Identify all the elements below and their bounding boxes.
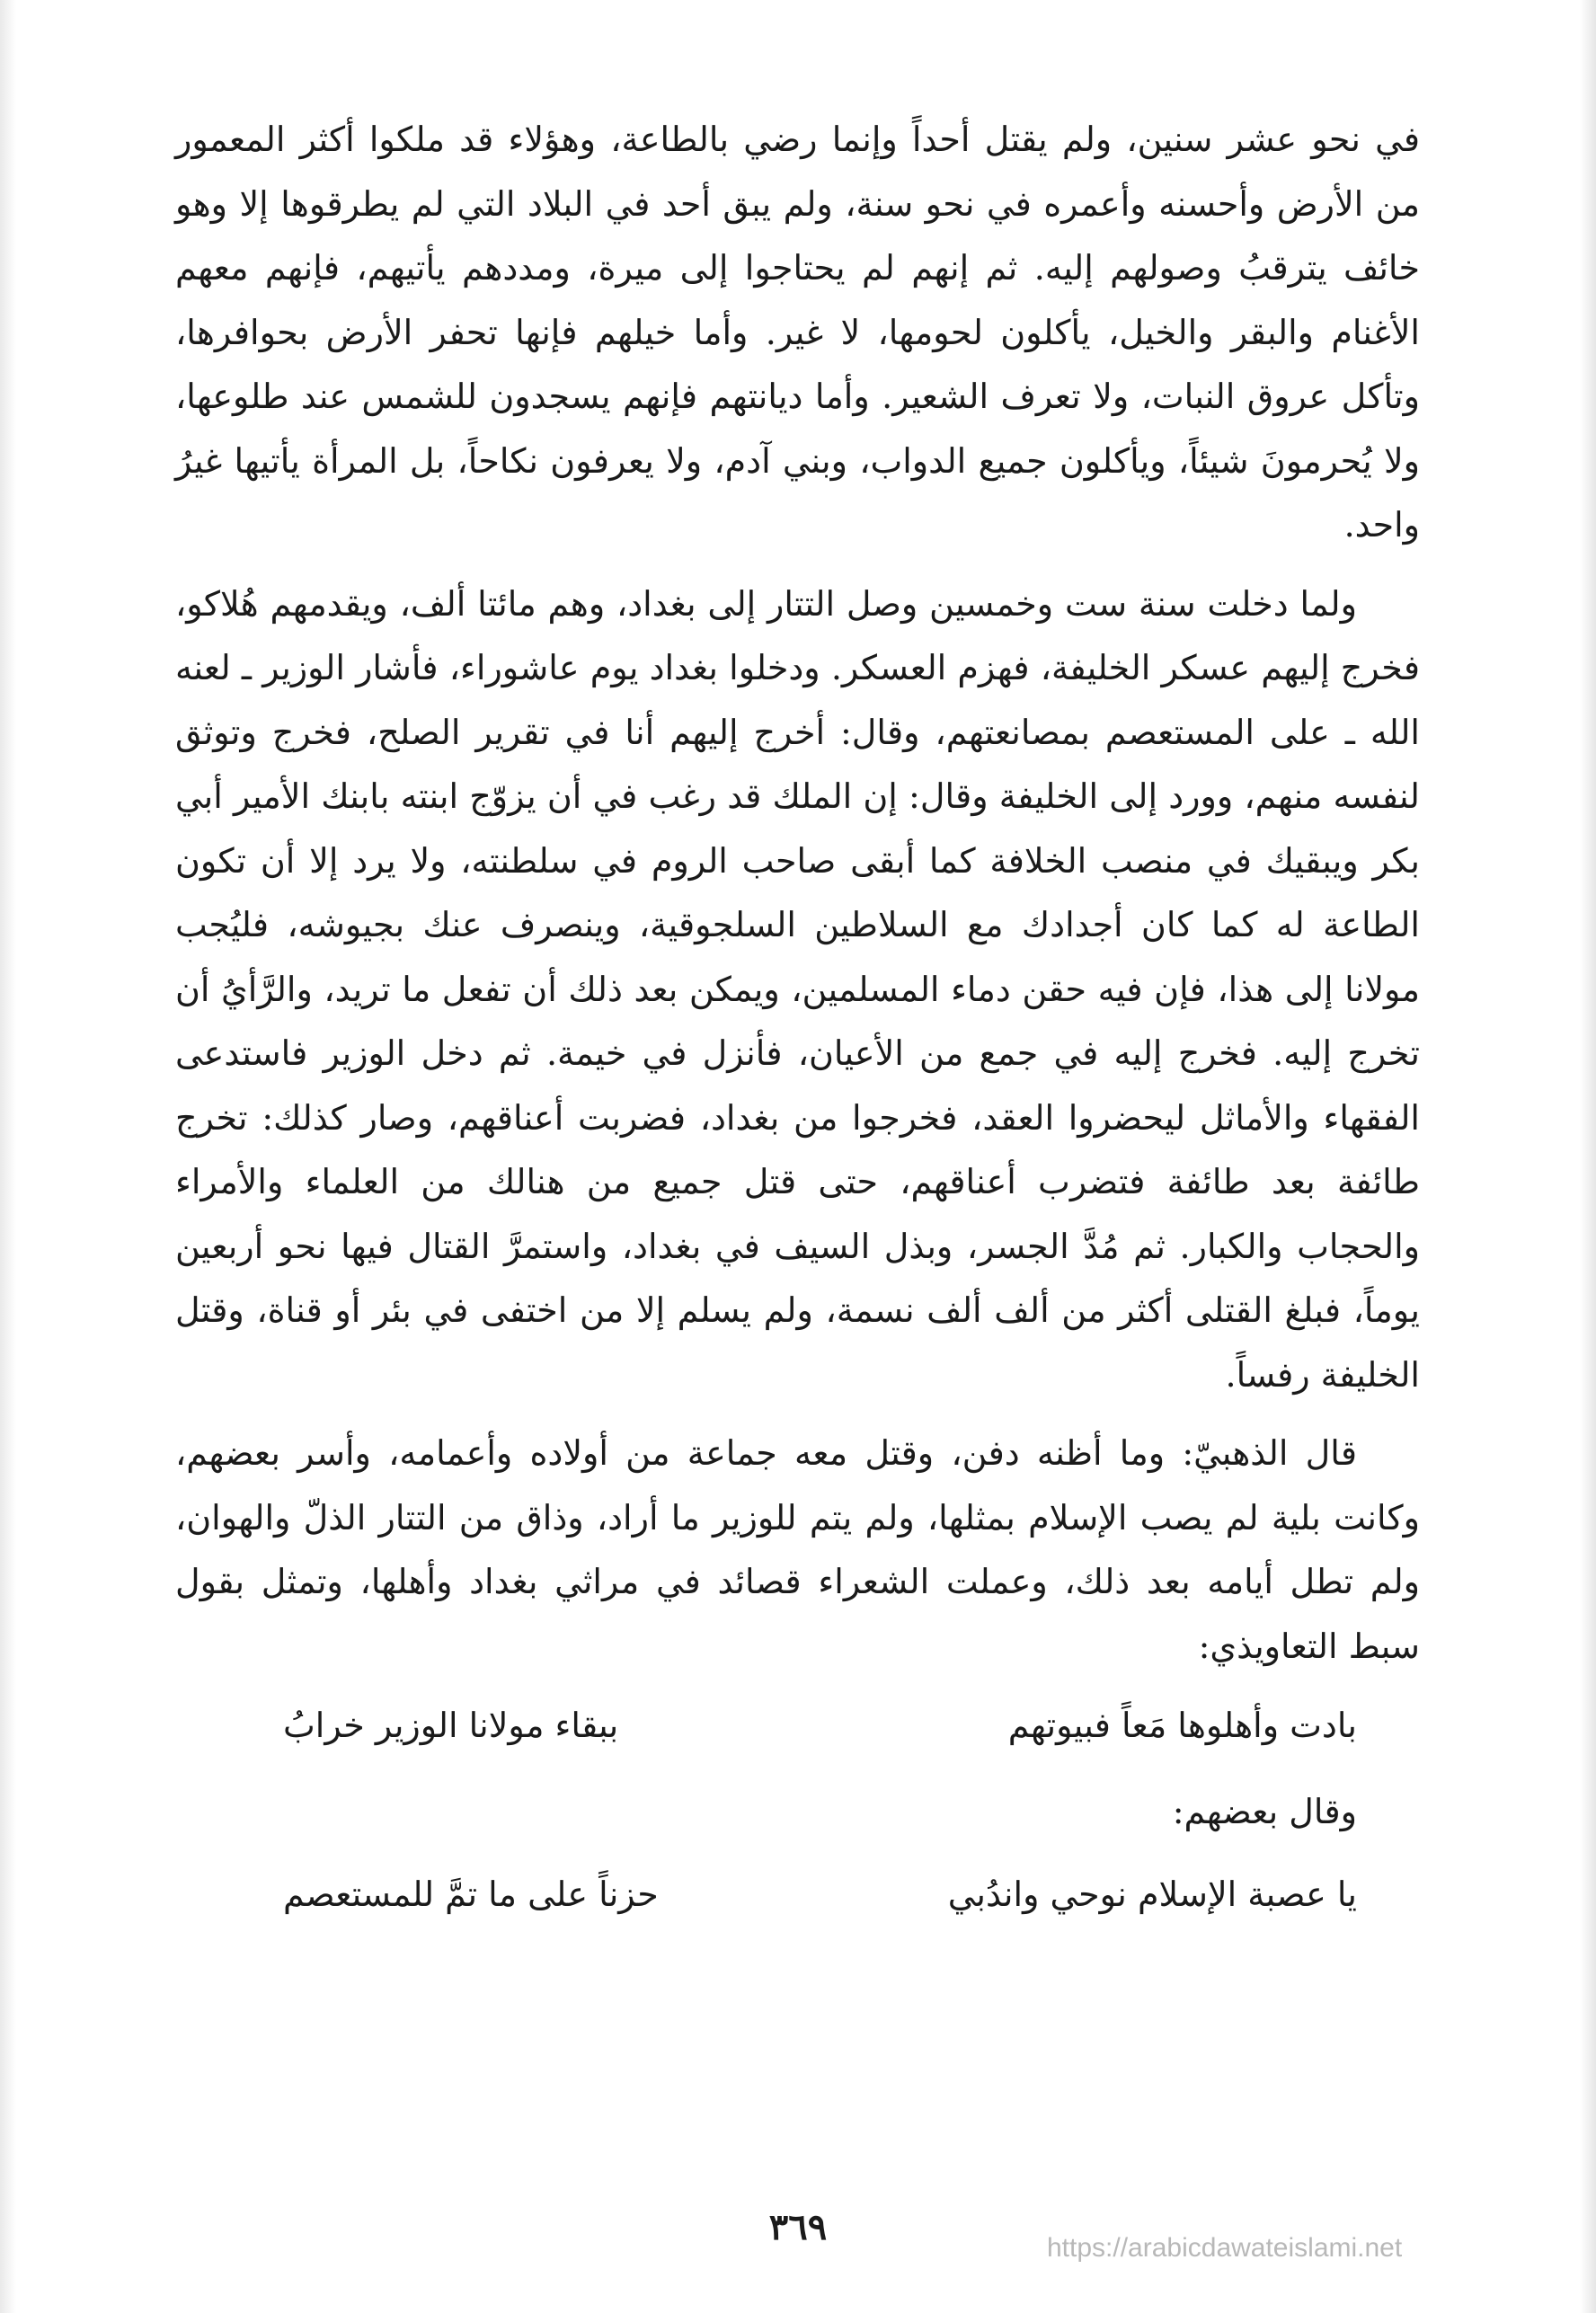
verse-2-second-hemistich: حزناً على ما تمَّ للمستعصم: [283, 1874, 659, 1914]
page-body: [175, 108, 1420, 1948]
watermark-url: https://arabicdawateislami.net: [1047, 2233, 1403, 2263]
verse-1-first-hemistich: بادت وأهلوها مَعاً فبيوتهم: [1007, 1706, 1357, 1745]
verse-intro: وقال بعضهم:: [1172, 1792, 1357, 1831]
paragraph-1: في نحو عشر سنين، ولم يقتل أحداً وإنما رضي بالطاعة، وهؤلاء قد ملكوا أكثر المعمور من الأرض وأحسنه وأعمره في نحو سنة، ولم يبق أحد في البلاد التي لم يطرقوها إلا وهو خائف يترقبُ وصولهم إليه. ثم إنهم لم يحتاجوا إلى ميرة، ومددهم يأتيهم، فإنهم معهم الأغنام والبقر والخيل، يأكلون لحومها، لا غير. وأما خيلهم فإنها تحفر الأرض بحوافرها، وتأكل عروق النبات، ولا تعرف الشعير. وأما ديانتهم فإنهم يسجدون للشمس عند طلوعها، ولا يُحرمونَ شيئاً، ويأكلون جميع الدواب، وبني آدم، ولا يعرفون نكاحاً، بل المرأة يأتيها غيرُ واحد.: [175, 120, 1420, 545]
poem-verse-2: [175, 1862, 1420, 1927]
scan-edge-left: [0, 0, 16, 2313]
verse-1-second-hemistich: ببقاء مولانا الوزير خرابُ: [283, 1706, 619, 1745]
verse-2-first-hemistich: يا عصبة الإسلام نوحي واندُبي: [947, 1874, 1357, 1914]
paragraph-3: قال الذهبيّ: وما أظنه دفن، وقتل معه جماعة من أولاده وأعمامه، وأسر بعضهم، وكانت بلية لم يصب الإسلام بمثلها، ولم يتم للوزير ما أراد، وذاق من التتار الذلّ والهوان، ولم تطل أيامه بعد ذلك، وعملت الشعراء قصائد في مراثي بغداد وأهلها، وتمثل بقول سبط التعاويذي:: [175, 1433, 1420, 1666]
page-number: ٣٦٩: [768, 2206, 828, 2248]
scan-edge-right: [1580, 0, 1596, 2313]
paragraph-2: ولما دخلت سنة ست وخمسين وصل التتار إلى بغداد، وهم مائتا ألف، ويقدمهم هُلاكو، فخرج إليهم عسكر الخليفة، فهزم العسكر. ودخلوا بغداد يوم عاشوراء، فأشار الوزير ـ لعنه الله ـ على المستعصم بمصانعتهم، وقال: أخرج إليهم أنا في تقرير الصلح، فخرج وتوثق لنفسه منهم، وورد إلى الخليفة وقال: إن الملك قد رغب في أن يزوّج ابنته بابنك الأمير أبي بكر ويبقيك في منصب الخلافة كما أبقى صاحب الروم في سلطنته، ولا يرد إلا أن تكون الطاعة له كما كان أجدادك مع السلاطين السلجوقية، وينصرف عنك بجيوشه، فليُجب مولانا إلى هذا، فإن فيه حقن دماء المسلمين، ويمكن بعد ذلك أن تفعل ما تريد، والرَّأيُ أن تخرج إليه. فخرج إليه في جمع من الأعيان، فأنزل في خيمة. ثم دخل الوزير فاستدعى الفقهاء والأماثل ليحضروا العقد، فخرجوا من بغداد، فضربت أعناقهم، وصار كذلك: تخرج طائفة بعد طائفة فتضرب أعناقهم، حتى قتل جميع من هنالك من العلماء والأمراء والحجاب والكبار. ثم مُدَّ الجسر، وبذل السيف في بغداد، واستمرَّ القتال فيها نحو أربعين يوماً، فبلغ القتلى أكثر من ألف ألف نسمة، ولم يسلم إلا من اختفى في بئر أو قناة، وقتل الخليفة رفساً.: [175, 583, 1420, 1395]
poem-verse-1: [175, 1693, 1420, 1758]
